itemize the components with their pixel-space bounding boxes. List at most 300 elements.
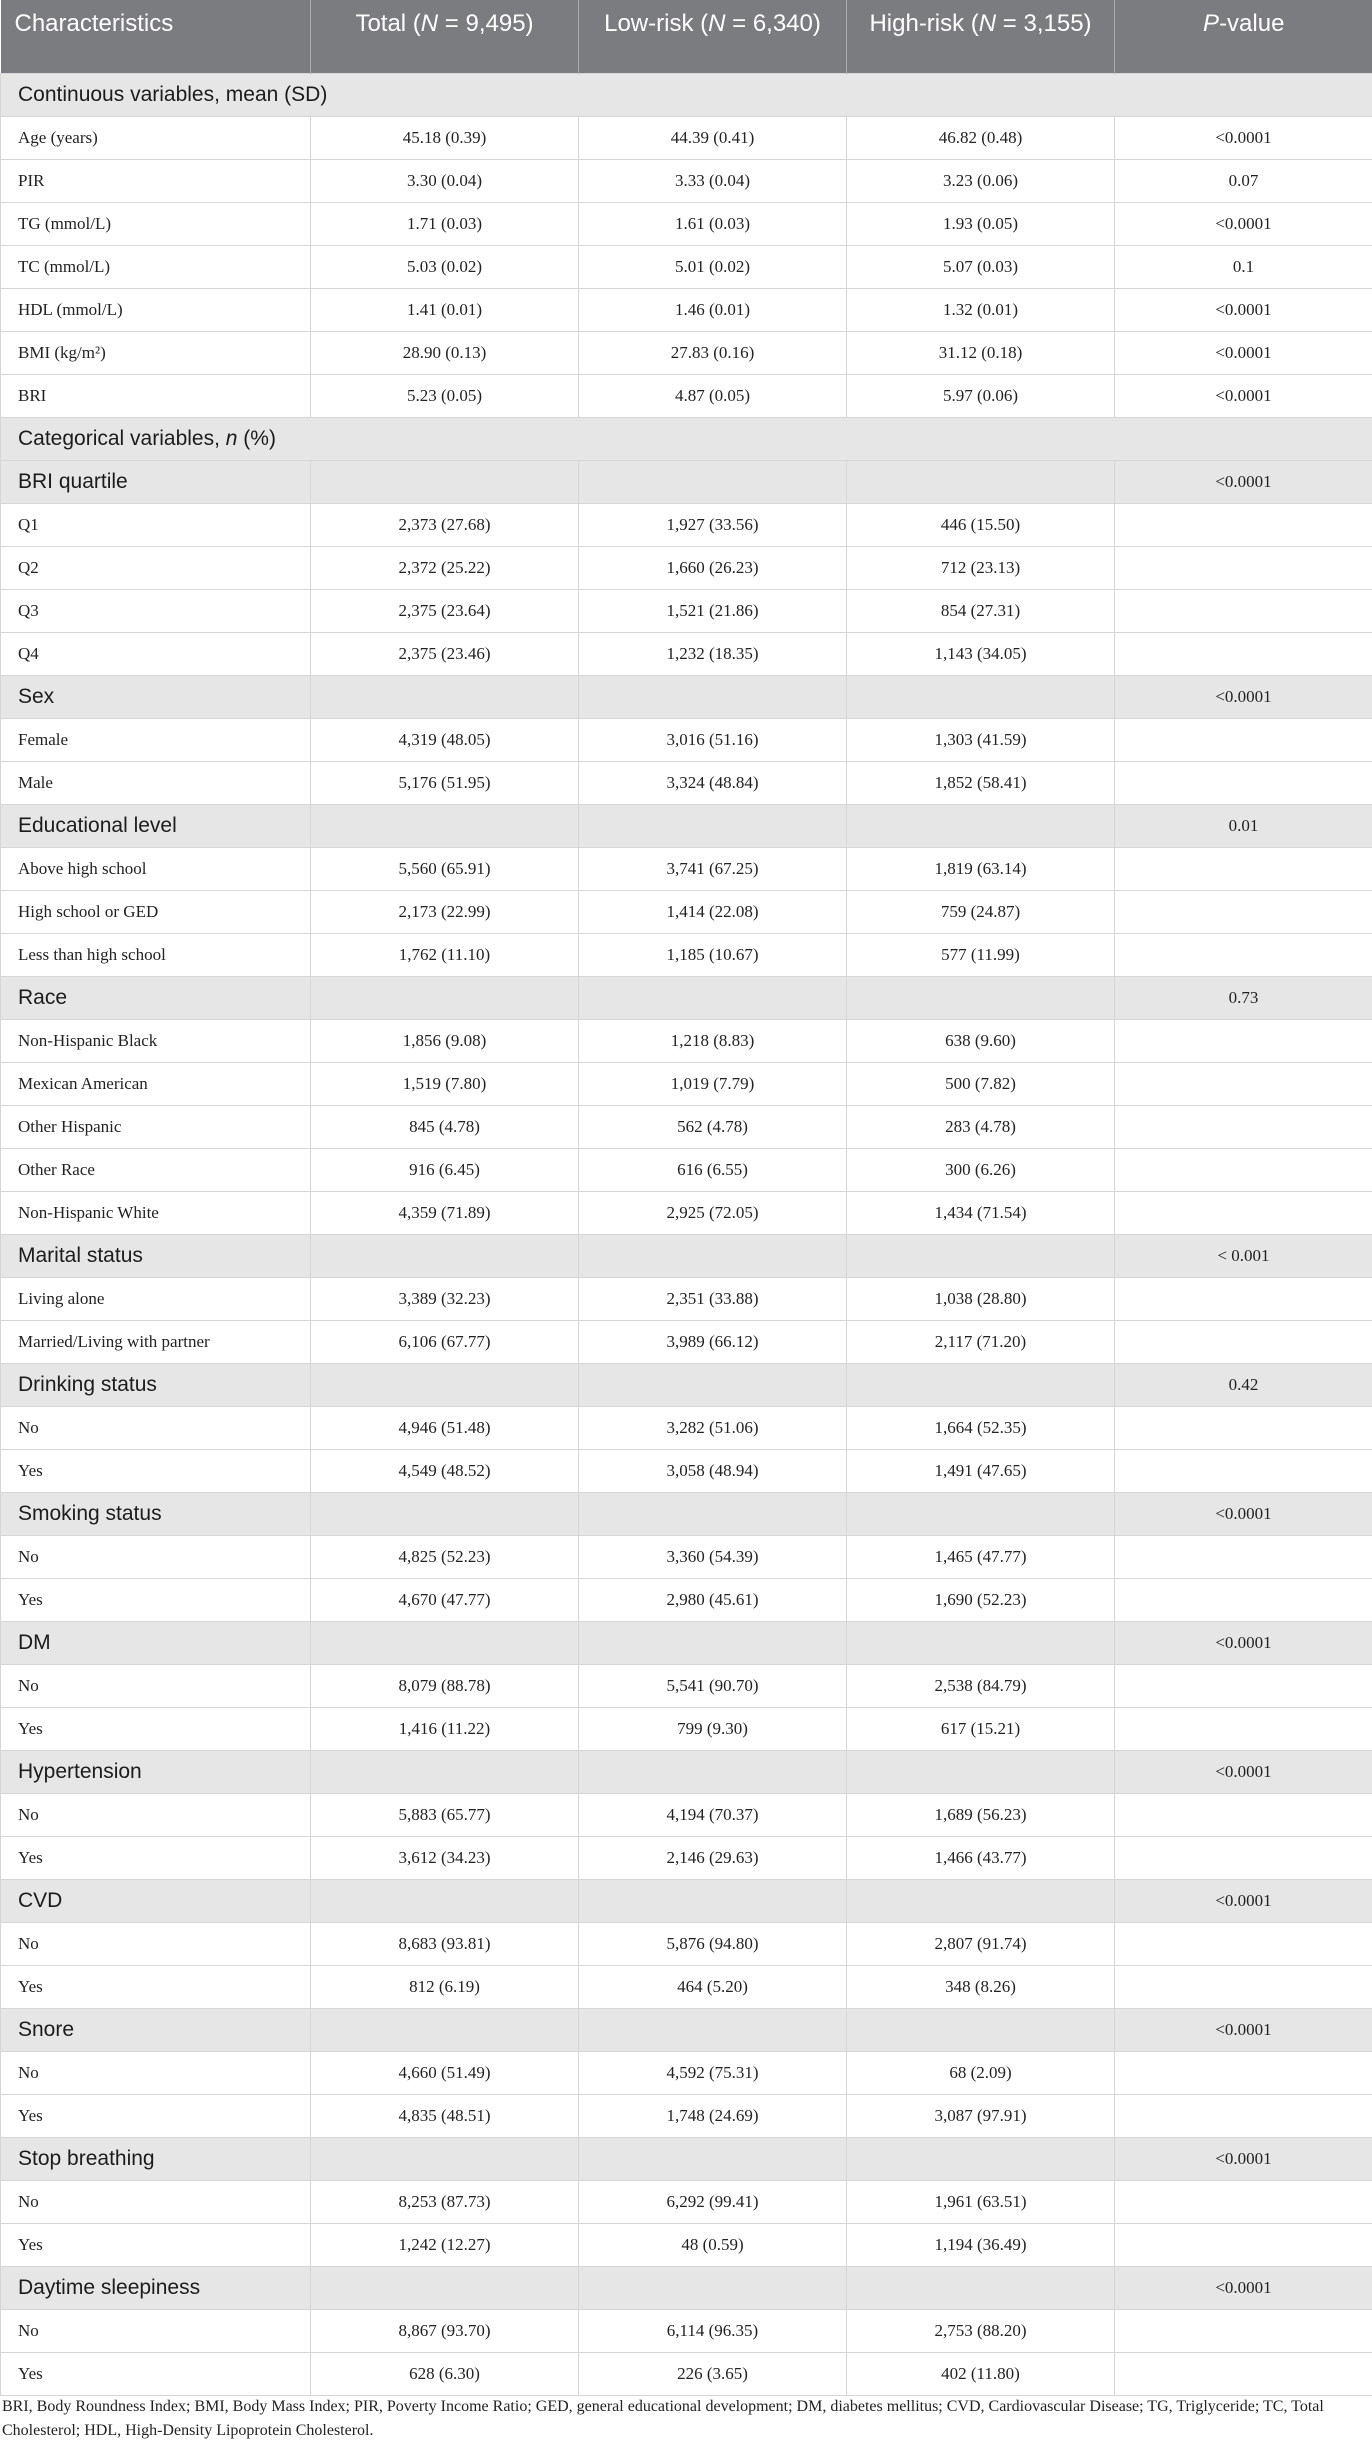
total-value: 8,079 (88.78) [311, 1664, 579, 1707]
row-label: No [1, 1922, 311, 1965]
table-row [1, 1578, 1372, 1621]
low-risk-value: 1,232 (18.35) [579, 632, 847, 675]
group-empty-cell [311, 1492, 579, 1535]
group-label: DM [1, 1621, 311, 1664]
p-value-empty [1115, 2223, 1372, 2266]
row-label: No [1, 2180, 311, 2223]
p-value-empty [1115, 933, 1372, 976]
header-characteristics-label: Characteristics [14, 10, 174, 37]
row-label: HDL (mmol/L) [1, 288, 311, 331]
header-high-risk [847, 0, 1115, 73]
total-value: 4,359 (71.89) [311, 1191, 579, 1234]
total-value: 1,519 (7.80) [311, 1062, 579, 1105]
low-risk-value: 226 (3.65) [579, 2352, 847, 2395]
low-risk-value: 562 (4.78) [579, 1105, 847, 1148]
group-header-row [1, 1363, 1372, 1406]
row-label: Q4 [1, 632, 311, 675]
row-label: Q2 [1, 546, 311, 589]
low-risk-value: 1.61 (0.03) [579, 202, 847, 245]
row-label: High school or GED [1, 890, 311, 933]
high-risk-value: 577 (11.99) [847, 933, 1115, 976]
group-empty-cell [311, 804, 579, 847]
group-header-row [1, 1621, 1372, 1664]
group-header-row [1, 2008, 1372, 2051]
group-empty-cell [579, 675, 847, 718]
total-value: 5,883 (65.77) [311, 1793, 579, 1836]
p-value-empty [1115, 589, 1372, 632]
group-empty-cell [847, 1492, 1115, 1535]
group-label: Smoking status [1, 1492, 311, 1535]
p-value-empty [1115, 1449, 1372, 1492]
group-p-value: <0.0001 [1115, 1492, 1372, 1535]
high-risk-value: 5.07 (0.03) [847, 245, 1115, 288]
row-label: Less than high school [1, 933, 311, 976]
table-row [1, 2223, 1372, 2266]
table-row [1, 1793, 1372, 1836]
table-row [1, 503, 1372, 546]
header-low-suffix: = 6,340) [725, 10, 821, 37]
high-risk-value: 283 (4.78) [847, 1105, 1115, 1148]
section-categorical-suffix: (%) [237, 426, 276, 450]
total-value: 6,106 (67.77) [311, 1320, 579, 1363]
high-risk-value: 1,852 (58.41) [847, 761, 1115, 804]
low-risk-value: 5,541 (90.70) [579, 1664, 847, 1707]
section-categorical-prefix: Categorical variables, [18, 426, 226, 450]
table-row [1, 1277, 1372, 1320]
row-label: Non-Hispanic White [1, 1191, 311, 1234]
group-p-value: <0.0001 [1115, 2266, 1372, 2309]
p-value: <0.0001 [1115, 116, 1372, 159]
group-empty-cell [311, 2008, 579, 2051]
high-risk-value: 1,664 (52.35) [847, 1406, 1115, 1449]
group-empty-cell [311, 2266, 579, 2309]
total-value: 4,549 (48.52) [311, 1449, 579, 1492]
row-label: Yes [1, 1707, 311, 1750]
total-value: 3.30 (0.04) [311, 159, 579, 202]
group-p-value: <0.0001 [1115, 1621, 1372, 1664]
row-label: No [1, 2309, 311, 2352]
group-empty-cell [579, 1621, 847, 1664]
group-empty-cell [311, 976, 579, 1019]
table-row [1, 1062, 1372, 1105]
p-value-empty [1115, 1922, 1372, 1965]
group-p-value: <0.0001 [1115, 2008, 1372, 2051]
header-p-italic: P [1203, 10, 1220, 37]
total-value: 845 (4.78) [311, 1105, 579, 1148]
total-value: 5,176 (51.95) [311, 761, 579, 804]
low-risk-value: 5,876 (94.80) [579, 1922, 847, 1965]
high-risk-value: 446 (15.50) [847, 503, 1115, 546]
group-label: Stop breathing [1, 2137, 311, 2180]
total-value: 1,242 (12.27) [311, 2223, 579, 2266]
group-empty-cell [847, 976, 1115, 1019]
total-value: 2,372 (25.22) [311, 546, 579, 589]
header-total-n: N [420, 10, 439, 37]
low-risk-value: 1,521 (21.86) [579, 589, 847, 632]
low-risk-value: 3,360 (54.39) [579, 1535, 847, 1578]
group-label: Daytime sleepiness [1, 2266, 311, 2309]
p-value-empty [1115, 718, 1372, 761]
p-value-empty [1115, 1836, 1372, 1879]
p-value: <0.0001 [1115, 202, 1372, 245]
table-row [1, 1406, 1372, 1449]
total-value: 2,173 (22.99) [311, 890, 579, 933]
row-label: BMI (kg/m²) [1, 331, 311, 374]
group-empty-cell [579, 1234, 847, 1277]
group-empty-cell [579, 2008, 847, 2051]
group-header-row [1, 1234, 1372, 1277]
group-empty-cell [847, 675, 1115, 718]
table-row [1, 1191, 1372, 1234]
group-p-value: 0.73 [1115, 976, 1372, 1019]
low-risk-value: 48 (0.59) [579, 2223, 847, 2266]
header-total-suffix: = 9,495) [438, 10, 534, 37]
total-value: 2,373 (27.68) [311, 503, 579, 546]
row-label: Other Hispanic [1, 1105, 311, 1148]
high-risk-value: 2,117 (71.20) [847, 1320, 1115, 1363]
low-risk-value: 2,351 (33.88) [579, 1277, 847, 1320]
row-label: Married/Living with partner [1, 1320, 311, 1363]
header-high-n: N [978, 10, 997, 37]
total-value: 3,389 (32.23) [311, 1277, 579, 1320]
high-risk-value: 348 (8.26) [847, 1965, 1115, 2008]
high-risk-value: 617 (15.21) [847, 1707, 1115, 1750]
group-p-value: 0.42 [1115, 1363, 1372, 1406]
low-risk-value: 1,414 (22.08) [579, 890, 847, 933]
group-empty-cell [579, 460, 847, 503]
group-header-row [1, 2137, 1372, 2180]
low-risk-value: 2,146 (29.63) [579, 1836, 847, 1879]
row-label: Living alone [1, 1277, 311, 1320]
total-value: 4,835 (48.51) [311, 2094, 579, 2137]
header-high-prefix: High-risk ( [869, 10, 979, 37]
row-label: Yes [1, 2352, 311, 2395]
p-value-empty [1115, 1664, 1372, 1707]
table-row [1, 159, 1372, 202]
total-value: 3,612 (34.23) [311, 1836, 579, 1879]
high-risk-value: 1,194 (36.49) [847, 2223, 1115, 2266]
low-risk-value: 4.87 (0.05) [579, 374, 847, 417]
group-label: BRI quartile [1, 460, 311, 503]
table-row [1, 1836, 1372, 1879]
p-value-empty [1115, 2180, 1372, 2223]
table-row [1, 2051, 1372, 2094]
total-value: 916 (6.45) [311, 1148, 579, 1191]
row-label: Yes [1, 1965, 311, 2008]
p-value-empty [1115, 1019, 1372, 1062]
low-risk-value: 616 (6.55) [579, 1148, 847, 1191]
p-value-empty [1115, 503, 1372, 546]
table-row [1, 847, 1372, 890]
total-value: 8,253 (87.73) [311, 2180, 579, 2223]
low-risk-value: 799 (9.30) [579, 1707, 847, 1750]
table-row [1, 2180, 1372, 2223]
table-row [1, 1148, 1372, 1191]
table-row [1, 1105, 1372, 1148]
group-header-row [1, 976, 1372, 1019]
low-risk-value: 1,660 (26.23) [579, 546, 847, 589]
group-header-row [1, 1879, 1372, 1922]
table-row [1, 374, 1372, 417]
low-risk-value: 3,016 (51.16) [579, 718, 847, 761]
row-label: Q3 [1, 589, 311, 632]
high-risk-value: 1.93 (0.05) [847, 202, 1115, 245]
table-row [1, 1449, 1372, 1492]
low-risk-value: 2,980 (45.61) [579, 1578, 847, 1621]
section-continuous [1, 73, 1372, 116]
group-p-value: <0.0001 [1115, 675, 1372, 718]
table-row [1, 589, 1372, 632]
header-characteristics [1, 0, 311, 73]
p-value-empty [1115, 1793, 1372, 1836]
high-risk-value: 759 (24.87) [847, 890, 1115, 933]
p-value-empty [1115, 1148, 1372, 1191]
total-value: 1.71 (0.03) [311, 202, 579, 245]
row-label: TC (mmol/L) [1, 245, 311, 288]
group-label: Race [1, 976, 311, 1019]
high-risk-value: 1,434 (71.54) [847, 1191, 1115, 1234]
p-value: <0.0001 [1115, 331, 1372, 374]
group-header-row [1, 675, 1372, 718]
high-risk-value: 46.82 (0.48) [847, 116, 1115, 159]
low-risk-value: 3,058 (48.94) [579, 1449, 847, 1492]
high-risk-value: 402 (11.80) [847, 2352, 1115, 2395]
high-risk-value: 5.97 (0.06) [847, 374, 1115, 417]
high-risk-value: 500 (7.82) [847, 1062, 1115, 1105]
group-empty-cell [311, 1750, 579, 1793]
table-row [1, 1320, 1372, 1363]
high-risk-value: 1,465 (47.77) [847, 1535, 1115, 1578]
row-label: Other Race [1, 1148, 311, 1191]
p-value-empty [1115, 847, 1372, 890]
p-value-empty [1115, 2352, 1372, 2395]
table-row [1, 1535, 1372, 1578]
total-value: 1,856 (9.08) [311, 1019, 579, 1062]
low-risk-value: 4,592 (75.31) [579, 2051, 847, 2094]
row-label: No [1, 1535, 311, 1578]
row-label: PIR [1, 159, 311, 202]
row-label: Yes [1, 2094, 311, 2137]
table-row [1, 632, 1372, 675]
high-risk-value: 68 (2.09) [847, 2051, 1115, 2094]
low-risk-value: 3,741 (67.25) [579, 847, 847, 890]
p-value-empty [1115, 1535, 1372, 1578]
group-empty-cell [847, 1879, 1115, 1922]
p-value-empty [1115, 1707, 1372, 1750]
table-row [1, 1922, 1372, 1965]
table-row [1, 718, 1372, 761]
group-header-row [1, 1750, 1372, 1793]
row-label: No [1, 1664, 311, 1707]
p-value-empty [1115, 1578, 1372, 1621]
high-risk-value: 1,819 (63.14) [847, 847, 1115, 890]
group-header-row [1, 1492, 1372, 1535]
p-value: <0.0001 [1115, 288, 1372, 331]
row-label: No [1, 2051, 311, 2094]
group-label: Marital status [1, 1234, 311, 1277]
group-p-value: <0.0001 [1115, 1750, 1372, 1793]
low-risk-value: 1.46 (0.01) [579, 288, 847, 331]
high-risk-value: 1,961 (63.51) [847, 2180, 1115, 2223]
section-continuous-label: Continuous variables, mean (SD) [1, 73, 1372, 116]
total-value: 628 (6.30) [311, 2352, 579, 2395]
high-risk-value: 31.12 (0.18) [847, 331, 1115, 374]
total-value: 8,867 (93.70) [311, 2309, 579, 2352]
group-empty-cell [847, 2137, 1115, 2180]
total-value: 2,375 (23.46) [311, 632, 579, 675]
table-row [1, 331, 1372, 374]
header-p-value [1115, 0, 1372, 73]
row-label: Age (years) [1, 116, 311, 159]
group-empty-cell [579, 1879, 847, 1922]
high-risk-value: 1,143 (34.05) [847, 632, 1115, 675]
group-p-value: 0.01 [1115, 804, 1372, 847]
table-row [1, 1965, 1372, 2008]
group-label: Snore [1, 2008, 311, 2051]
high-risk-value: 3.23 (0.06) [847, 159, 1115, 202]
low-risk-value: 44.39 (0.41) [579, 116, 847, 159]
group-p-value: <0.0001 [1115, 460, 1372, 503]
low-risk-value: 1,019 (7.79) [579, 1062, 847, 1105]
high-risk-value: 2,538 (84.79) [847, 1664, 1115, 1707]
row-label: Yes [1, 1449, 311, 1492]
header-row [1, 0, 1372, 73]
group-empty-cell [579, 976, 847, 1019]
high-risk-value: 712 (23.13) [847, 546, 1115, 589]
header-low-risk [579, 0, 847, 73]
group-header-row [1, 2266, 1372, 2309]
high-risk-value: 638 (9.60) [847, 1019, 1115, 1062]
table-row [1, 202, 1372, 245]
row-label: Non-Hispanic Black [1, 1019, 311, 1062]
table-row [1, 761, 1372, 804]
group-empty-cell [311, 1621, 579, 1664]
group-empty-cell [579, 1363, 847, 1406]
row-label: Male [1, 761, 311, 804]
high-risk-value: 3,087 (97.91) [847, 2094, 1115, 2137]
total-value: 2,375 (23.64) [311, 589, 579, 632]
group-header-row [1, 804, 1372, 847]
group-empty-cell [847, 1363, 1115, 1406]
total-value: 4,670 (47.77) [311, 1578, 579, 1621]
p-value-empty [1115, 1277, 1372, 1320]
p-value-empty [1115, 1105, 1372, 1148]
group-empty-cell [311, 460, 579, 503]
table-row [1, 2309, 1372, 2352]
row-label: Yes [1, 1836, 311, 1879]
table-row [1, 933, 1372, 976]
total-value: 8,683 (93.81) [311, 1922, 579, 1965]
low-risk-value: 464 (5.20) [579, 1965, 847, 2008]
high-risk-value: 1,303 (41.59) [847, 718, 1115, 761]
group-label: Drinking status [1, 1363, 311, 1406]
header-low-prefix: Low-risk ( [604, 10, 709, 37]
group-p-value: < 0.001 [1115, 1234, 1372, 1277]
low-risk-value: 3,989 (66.12) [579, 1320, 847, 1363]
p-value-empty [1115, 632, 1372, 675]
low-risk-value: 3,282 (51.06) [579, 1406, 847, 1449]
total-value: 4,319 (48.05) [311, 718, 579, 761]
group-empty-cell [311, 2137, 579, 2180]
header-high-suffix: = 3,155) [996, 10, 1092, 37]
section-categorical-label [1, 417, 1372, 460]
total-value: 1,762 (11.10) [311, 933, 579, 976]
table-row [1, 116, 1372, 159]
row-label: Mexican American [1, 1062, 311, 1105]
group-label: CVD [1, 1879, 311, 1922]
row-label: No [1, 1793, 311, 1836]
low-risk-value: 1,185 (10.67) [579, 933, 847, 976]
group-empty-cell [311, 1234, 579, 1277]
high-risk-value: 1,689 (56.23) [847, 1793, 1115, 1836]
table-row [1, 2094, 1372, 2137]
group-empty-cell [847, 1234, 1115, 1277]
high-risk-value: 1,491 (47.65) [847, 1449, 1115, 1492]
high-risk-value: 854 (27.31) [847, 589, 1115, 632]
group-empty-cell [579, 2266, 847, 2309]
high-risk-value: 1,690 (52.23) [847, 1578, 1115, 1621]
row-label: BRI [1, 374, 311, 417]
p-value-empty [1115, 1191, 1372, 1234]
high-risk-value: 1,466 (43.77) [847, 1836, 1115, 1879]
table-row [1, 1707, 1372, 1750]
total-value: 1,416 (11.22) [311, 1707, 579, 1750]
low-risk-value: 1,748 (24.69) [579, 2094, 847, 2137]
total-value: 4,660 (51.49) [311, 2051, 579, 2094]
header-p-suffix: -value [1219, 10, 1285, 37]
p-value-empty [1115, 2051, 1372, 2094]
table-row [1, 1664, 1372, 1707]
group-label: Hypertension [1, 1750, 311, 1793]
group-empty-cell [579, 2137, 847, 2180]
row-label: Above high school [1, 847, 311, 890]
row-label: Yes [1, 2223, 311, 2266]
high-risk-value: 1.32 (0.01) [847, 288, 1115, 331]
row-label: Female [1, 718, 311, 761]
header-total-prefix: Total ( [355, 10, 421, 37]
group-empty-cell [847, 804, 1115, 847]
low-risk-value: 2,925 (72.05) [579, 1191, 847, 1234]
p-value-empty [1115, 1062, 1372, 1105]
low-risk-value: 6,114 (96.35) [579, 2309, 847, 2352]
table-row [1, 890, 1372, 933]
p-value-empty [1115, 761, 1372, 804]
row-label: Q1 [1, 503, 311, 546]
total-value: 5.03 (0.02) [311, 245, 579, 288]
total-value: 5.23 (0.05) [311, 374, 579, 417]
group-empty-cell [579, 804, 847, 847]
table-footnote: BRI, Body Roundness Index; BMI, Body Mass Index; PIR, Poverty Income Ratio; GED, general educational development; DM, diabetes mellitus; CVD, Cardiovascular Disease; TG, Triglyceride; TC, Total Cholesterol; HDL, High-Density Lipoprotein Cholesterol. [2, 2398, 1324, 2439]
p-value-empty [1115, 890, 1372, 933]
group-p-value: <0.0001 [1115, 2137, 1372, 2180]
row-label: Yes [1, 1578, 311, 1621]
p-value-empty [1115, 1965, 1372, 2008]
section-categorical-n: n [225, 426, 238, 450]
group-empty-cell [311, 1879, 579, 1922]
p-value: 0.07 [1115, 159, 1372, 202]
low-risk-value: 1,218 (8.83) [579, 1019, 847, 1062]
total-value: 28.90 (0.13) [311, 331, 579, 374]
low-risk-value: 5.01 (0.02) [579, 245, 847, 288]
table-row [1, 288, 1372, 331]
low-risk-value: 3.33 (0.04) [579, 159, 847, 202]
high-risk-value: 2,753 (88.20) [847, 2309, 1115, 2352]
low-risk-value: 27.83 (0.16) [579, 331, 847, 374]
row-label: No [1, 1406, 311, 1449]
p-value-empty [1115, 2309, 1372, 2352]
p-value-empty [1115, 1320, 1372, 1363]
table-row [1, 1019, 1372, 1062]
